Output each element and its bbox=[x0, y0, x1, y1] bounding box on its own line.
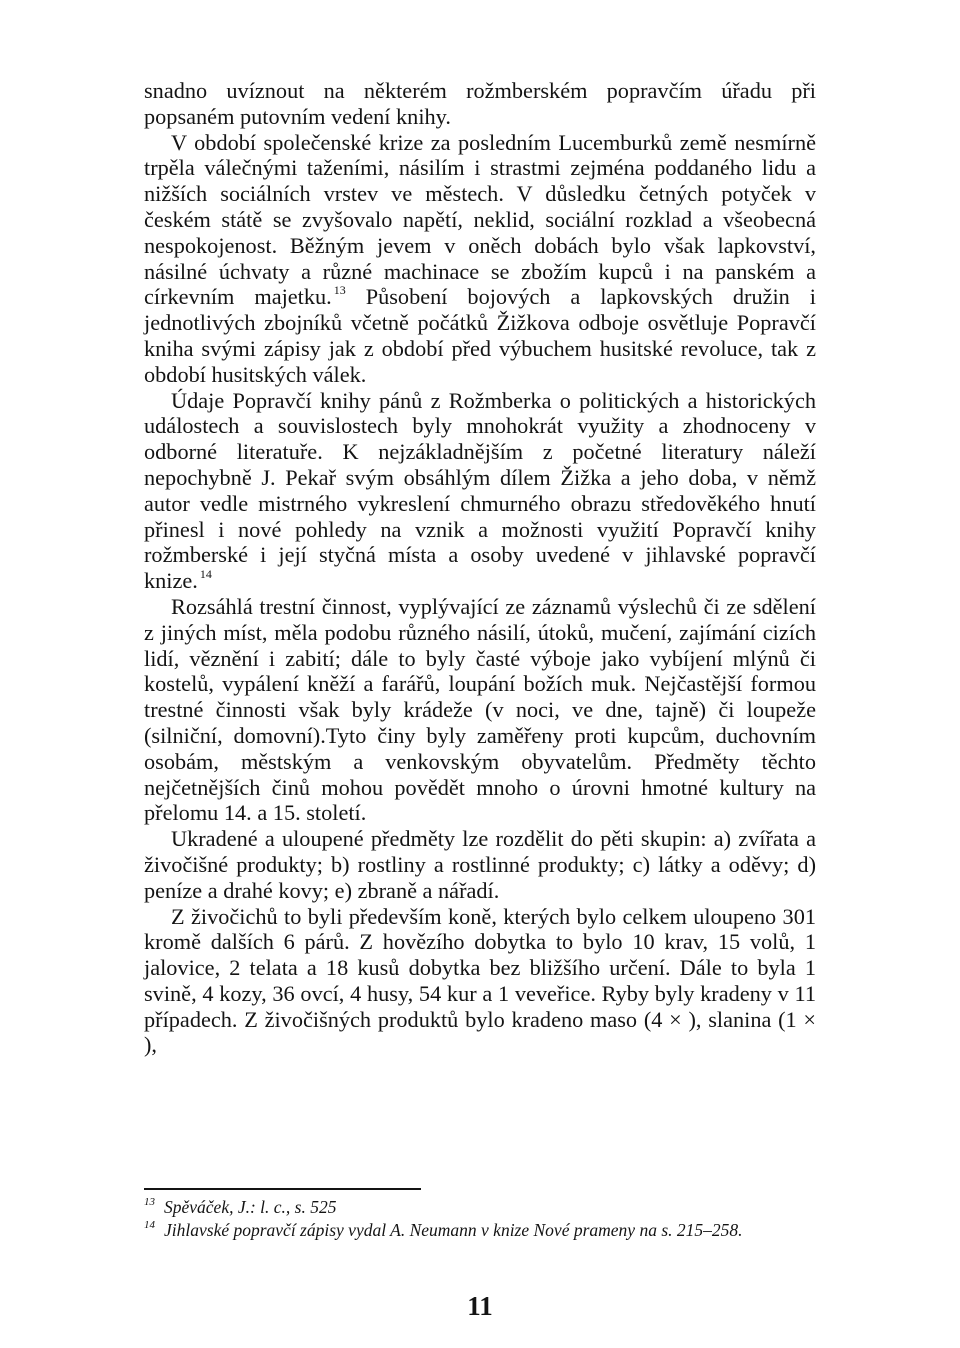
footnote-13 bbox=[144, 1196, 816, 1219]
paragraph-2 bbox=[144, 130, 816, 388]
paragraph-5: Ukradené a uloupené předměty lze rozdělit do pěti skupin: a) zvířata a živočišné produkty; b) rostliny a rostlinné produkty; c) látky a oděvy; d) peníze a drahé kovy; e) zbraně a nářadí. bbox=[144, 826, 816, 903]
main-text bbox=[144, 78, 816, 1058]
footnote-number: 13 bbox=[144, 1196, 155, 1208]
paragraph-1: snadno uvíznout na některém rožmberském popravčím úřadu při popsaném putovním vedení knihy. bbox=[144, 78, 816, 129]
paragraph-3-text: Údaje Popravčí knihy pánů z Rožmberka o politických a historických událostech a souvislostech byly mnohokrát využity a zhodnoceny v odborné literatuře. K nejzákladnějším z početné literatury náleží nepochybně J. Pekař svým obsáhlým dílem Žižka a jeho doba, v němž autor vedle mistrného vykreslení chmurného obrazu středověkého hnutí přinesl i nové pohledy na vznik a možnosti využití Popravčí knihy rožmberské i její styčná místa a osoby uvedené v jihlavské popravčí knize. bbox=[144, 387, 816, 594]
footnote-text: Spěváček, J.: l. c., s. 525 bbox=[164, 1197, 337, 1217]
footnote-ref-13[interactable]: 13 bbox=[333, 283, 346, 298]
footnotes bbox=[144, 1196, 816, 1242]
paragraph-4: Rozsáhlá trestní činnost, vyplývající ze záznamů výslechů či ze sdělení z jiných míst, měla podobu různého násilí, útoků, mučení, zajímání cizích lidí, věznění i zabití; dále to byly časté výboje jako vybíjení mlýnů či kostelů, vypálení kněží a farářů, loupání božích muk. Nejčastější formou trestné činnosti však byly krádeže (v noci, ve dne, tajně) či loupeže (silniční, domovní).Tyto činy byly zaměřeny proti kupcům, duchovním osobám, městským a venkovským obyvatelům. Předměty těchto nejčetnějších činů mohou povědět mnoho o úrovni hmotné kultury na přelomu 14. a 15. století. bbox=[144, 593, 816, 826]
paragraph-6: Z živočichů to byli především koně, kterých bylo celkem uloupeno 301 kromě dalších 6 párů. Z hovězího dobytka to bylo 10 krav, 15 volů, 1 jalovice, 2 telata a 18 kusů dobytka bez bližšího určení. Dále to byla 1 svině, 4 kozy, 36 ovcí, 4 husy, 54 kur a 1 veveřice. Ryby byly kradeny v 11 případech. Z živočišných produktů bylo kradeno maso (4 × ), slanina (1 × ), bbox=[144, 903, 816, 1058]
footnote-text: Jihlavské popravčí zápisy vydal A. Neumann v knize Nové prameny na s. 215–258. bbox=[164, 1220, 743, 1240]
paragraph-3 bbox=[144, 388, 816, 594]
footnote-divider bbox=[144, 1188, 421, 1190]
paragraph-2-text-b: Působení bojových a lapkovských družin i jednotlivých zbojníků včetně počátků Žižkova odboje osvětluje Popravčí kniha svými zápisy jak z období před výbuchem husitské revoluce, tak z období husitských válek. bbox=[144, 284, 816, 387]
page-body bbox=[144, 78, 816, 1058]
paragraph-2-text-a: V období společenské krize za posledním Lucemburků země nesmírně trpěla válečnými taženími, násilím i strastmi zejména poddaného lidu a nižších sociálních vrstev ve městech. V důsledku četných potyček v českém státě se zvyšovalo napětí, neklid, sociální rozklad a všeobecná nespokojenost. Běžným jevem v oněch dobách bylo však lapkovství, násilné úchvaty a různé machinace se zbožím kupců i na panském a církevním majetku. bbox=[144, 129, 816, 310]
footnote-number: 14 bbox=[144, 1219, 155, 1231]
page-number: 11 bbox=[467, 1291, 493, 1321]
footnote-ref-14[interactable]: 14 bbox=[199, 567, 212, 582]
footnote-14 bbox=[144, 1219, 816, 1242]
